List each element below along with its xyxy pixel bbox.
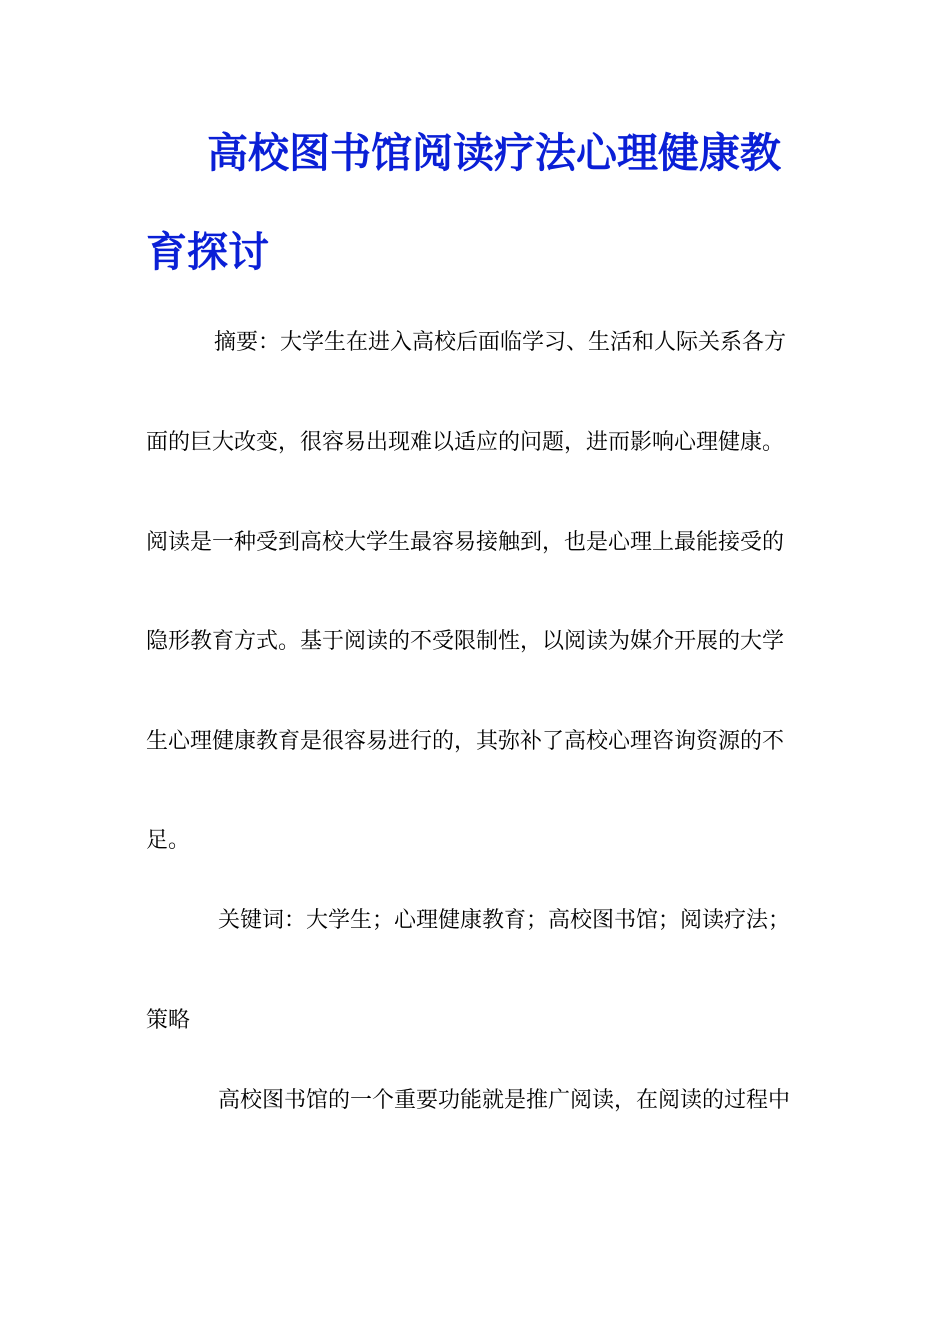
document-title-line-1: 高校图书馆阅读疗法心理健康教 [207,129,781,177]
abstract-line-4: 隐形教育方式。基于阅读的不受限制性，以阅读为媒介开展的大学 [146,629,785,654]
abstract-line-5: 生心理健康教育是很容易进行的，其弥补了高校心理咨询资源的不 [146,729,785,754]
abstract-line-2: 面的巨大改变，很容易出现难以适应的问题，进而影响心理健康。 [146,430,785,455]
abstract-line-3: 阅读是一种受到高校大学生最容易接触到，也是心理上最能接受的 [146,530,785,555]
document-title-line-2: 育探讨 [146,228,269,276]
keywords-line-1: 关键词：大学生；心理健康教育；高校图书馆；阅读疗法； [218,908,791,933]
abstract-line-1: 摘要：大学生在进入高校后面临学习、生活和人际关系各方 [214,330,787,355]
abstract-line-6: 足。 [146,828,191,853]
keywords-line-2: 策略 [146,1008,191,1033]
body-text-line-1: 高校图书馆的一个重要功能就是推广阅读，在阅读的过程中 [218,1088,791,1113]
